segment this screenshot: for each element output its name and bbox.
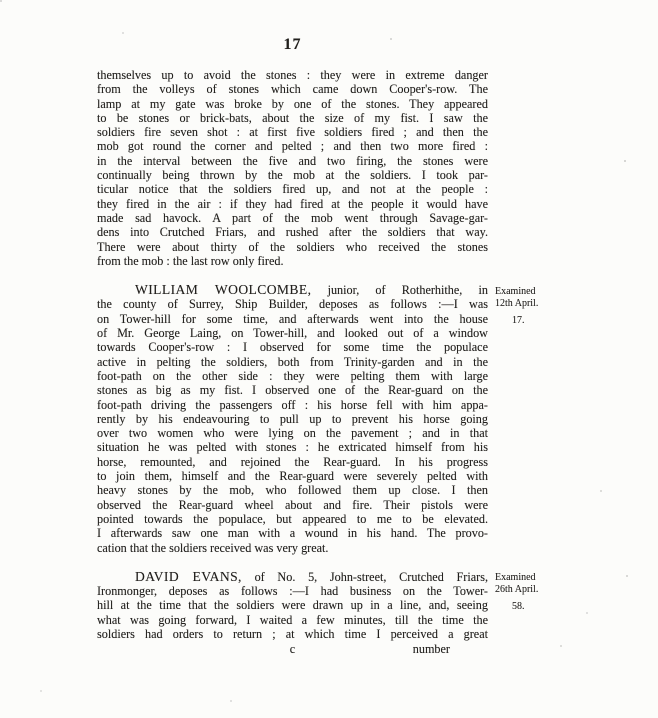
text-line: hill at the time that the soldiers were drawn up in a line, and, seeing bbox=[97, 598, 488, 613]
text-line: foot-path on the other side : they were pelting them with large bbox=[97, 368, 488, 383]
text-line: There were about thirty of the soldiers who received the stones bbox=[97, 239, 488, 254]
text-line bbox=[97, 570, 488, 584]
text-line: mob got round the corner and pelted ; and then two more fired : bbox=[97, 139, 488, 154]
text-line-rest: junior, of Rotherhithe, in bbox=[311, 283, 488, 298]
paragraph-evans-deposition bbox=[97, 570, 488, 641]
text-line: I afterwards saw one man with a wound in his hand. The provo- bbox=[97, 526, 488, 541]
text-line: ticular notice that the soldiers fired up, and not at the people : bbox=[97, 182, 488, 197]
text-line: from the mob : the last row only fired. bbox=[97, 253, 284, 268]
text-line: pointed towards the populace, but appeared to me to be elevated. bbox=[97, 511, 488, 526]
text-line: towards Cooper's-row : I observed for some time the populace bbox=[97, 340, 488, 355]
text-line: continually being thrown by the mob at the soldiers. I took par- bbox=[97, 168, 488, 183]
text-line: dens into Crutched Friars, and rushed after the soldiers that way. bbox=[97, 225, 488, 240]
text-line: the county of Surrey, Ship Builder, deposes as follows :—I was bbox=[97, 297, 488, 312]
text-line: active in pelting the soldiers, both from Trinity-garden and in the bbox=[97, 354, 488, 369]
text-line: soldiers had orders to return ; at which time I perceived a great bbox=[97, 626, 488, 641]
text-line: foot-path driving the passengers off : his horse fell with him appa- bbox=[97, 397, 488, 412]
text-line: lamp at my gate was broke by one of the stones. They appeared bbox=[97, 96, 488, 111]
text-line-rest: of No. 5, John-street, Crutched Friars, bbox=[241, 569, 488, 584]
text-line: made sad havock. A part of the mob went through Savage-gar- bbox=[97, 210, 488, 225]
text-line: in the interval between the five and two firing, the stones were bbox=[97, 153, 488, 168]
text-line: observed the Rear-guard wheel about and fire. Their pistols were bbox=[97, 497, 488, 512]
text-line: what was going forward, I waited a few minutes, till the time the bbox=[97, 612, 488, 627]
text-line: Ironmonger, deposes as follows :—I had business on the Tower- bbox=[97, 584, 488, 599]
footer-line bbox=[97, 642, 488, 657]
text-line: stones as big as my fist. I observed one of the Rear-guard on the bbox=[97, 383, 488, 398]
text-line: from the volleys of stones which came down Cooper's-row. The bbox=[97, 82, 488, 97]
text-line: rently by his endeavouring to pull up to prevent his horse going bbox=[97, 411, 488, 426]
margin-note-ref: 58. bbox=[512, 601, 525, 613]
deponent-name: DAVID EVANS, bbox=[135, 568, 242, 584]
text-line: horse, remounted, and rejoined the Rear-guard. In his progress bbox=[97, 454, 488, 469]
catchword: number bbox=[412, 642, 450, 657]
margin-note-evans bbox=[495, 572, 605, 613]
margin-note-woolcombe bbox=[495, 286, 605, 327]
text-line: to be stones or brick-bats, about the size of my fist. I saw the bbox=[97, 110, 488, 125]
signature-mark: c bbox=[289, 642, 296, 657]
text-line: themselves up to avoid the stones : they were in extreme danger bbox=[97, 68, 488, 82]
text-line: cation that the soldiers received was very great. bbox=[97, 540, 329, 555]
text-line: they fired in the air : if they had fired at the people it would have bbox=[97, 196, 488, 211]
margin-note-line: Examined bbox=[495, 286, 536, 297]
text-line: over two women who were lying on the pavement ; and in that bbox=[97, 426, 488, 441]
margin-note-line: 26th April. bbox=[495, 584, 539, 596]
text-line bbox=[97, 283, 488, 297]
text-line: heavy stones by the mob, who followed them up close. I then bbox=[97, 483, 488, 498]
margin-note-ref: 17. bbox=[512, 315, 525, 327]
page-number: 17 bbox=[283, 36, 302, 53]
text-line: soldiers fire seven shot : at first five soldiers fired ; and then the bbox=[97, 125, 488, 140]
paragraph-continuation bbox=[97, 68, 488, 268]
scan-noise bbox=[0, 0, 2, 2]
margin-note-line: 12th April. bbox=[495, 298, 539, 310]
margin-note-line: Examined bbox=[495, 572, 536, 583]
deponent-name: WILLIAM WOOLCOMBE, bbox=[135, 282, 312, 298]
text-line: situation he was pelted with stones : he extricated himself from his bbox=[97, 440, 488, 455]
text-column bbox=[97, 68, 488, 657]
text-line: of Mr. George Laing, on Tower-hill, and looked out of a window bbox=[97, 326, 488, 341]
text-line: to join them, himself and the Rear-guard were severely pelted with bbox=[97, 469, 488, 484]
text-line: on Tower-hill for some time, and afterwards went into the house bbox=[97, 311, 488, 326]
paragraph-woolcombe-deposition bbox=[97, 283, 488, 555]
